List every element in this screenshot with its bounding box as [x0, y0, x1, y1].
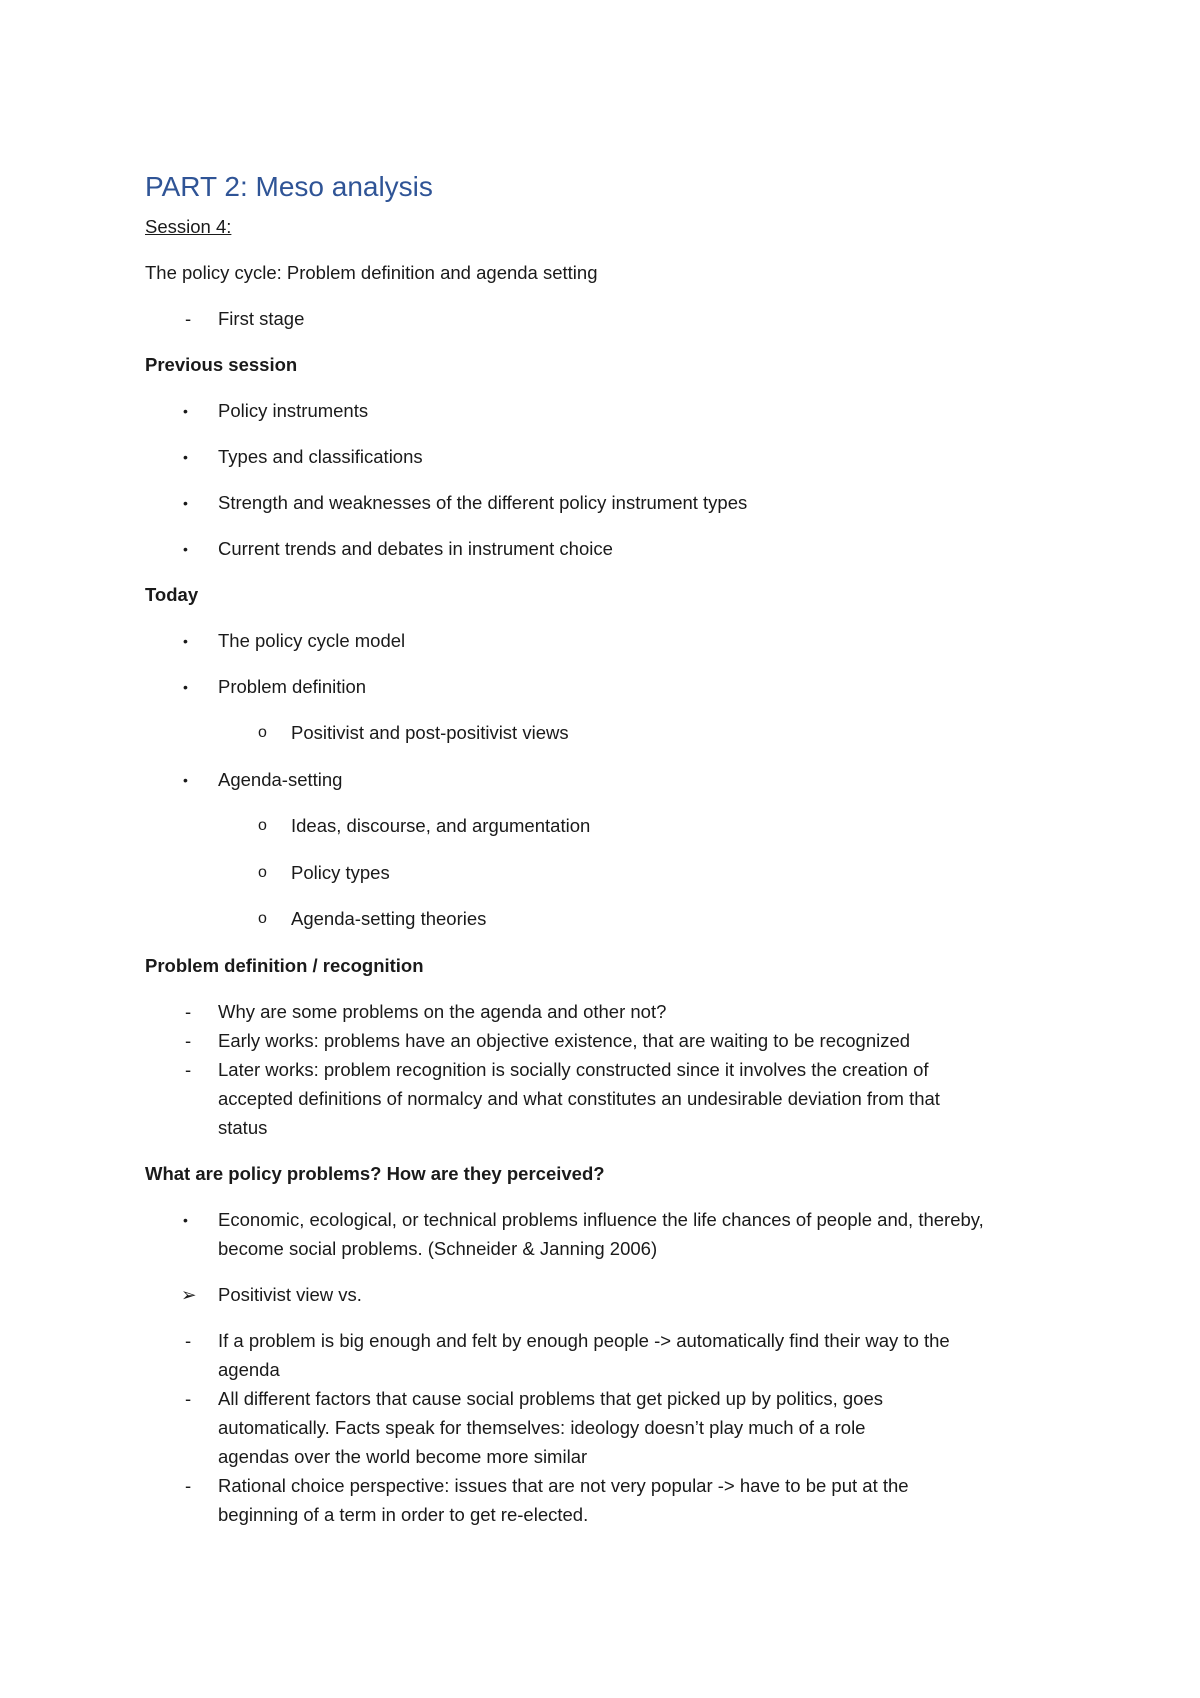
sub-list-item: Ideas, discourse, and argumentation — [291, 815, 591, 836]
today-heading: Today — [145, 584, 199, 605]
list-item: Types and classifications — [218, 446, 423, 467]
circle-marker: o — [258, 910, 267, 927]
list-item: Current trends and debates in instrument choice — [218, 538, 613, 559]
list-item: If a problem is big enough and felt by enough people -> automatically find their way to the — [218, 1330, 950, 1351]
arrow-icon: ➢ — [181, 1284, 197, 1305]
bullet-marker: • — [183, 449, 188, 465]
list-item: All different factors that cause social problems that get picked up by politics, goes — [218, 1388, 883, 1409]
list-item-continuation: become social problems. (Schneider & Janning 2006) — [218, 1238, 658, 1259]
list-item: Policy instruments — [218, 400, 369, 421]
list-item-continuation: status — [218, 1117, 268, 1138]
dash-marker: - — [185, 1001, 192, 1022]
list-item: Rational choice perspective: issues that are not very popular -> have to be put at the — [218, 1475, 909, 1496]
list-item-continuation: automatically. Facts speak for themselves: ideology doesn’t play much of a role — [218, 1417, 866, 1438]
dash-marker: - — [185, 1030, 192, 1051]
list-item: Economic, ecological, or technical problems influence the life chances of people and, thereby, — [218, 1209, 984, 1230]
dash-marker: - — [185, 308, 192, 329]
list-item-continuation: beginning of a term in order to get re-elected. — [218, 1504, 589, 1525]
sub-list-item: Policy types — [291, 862, 390, 883]
bullet-marker: • — [183, 403, 188, 419]
list-item: Strength and weaknesses of the different policy instrument types — [218, 492, 748, 513]
session-label: Session 4: — [145, 216, 232, 237]
list-item: Agenda-setting — [218, 769, 343, 790]
list-item: Problem definition — [218, 676, 367, 697]
list-item: Early works: problems have an objective existence, that are waiting to be recognized — [218, 1030, 911, 1051]
circle-marker: o — [258, 724, 267, 741]
bullet-marker: • — [183, 679, 188, 695]
intro-dash-item: First stage — [218, 308, 305, 329]
list-item-continuation: agendas over the world become more similar — [218, 1446, 588, 1467]
list-item: The policy cycle model — [218, 630, 406, 651]
policy-problems-heading: What are policy problems? How are they perceived? — [145, 1163, 605, 1184]
dash-marker: - — [185, 1388, 192, 1409]
sub-list-item: Agenda-setting theories — [291, 908, 487, 929]
previous-session-heading: Previous session — [145, 354, 298, 375]
dash-marker: - — [185, 1059, 192, 1080]
bullet-marker: • — [183, 633, 188, 649]
dash-marker: - — [185, 1330, 192, 1351]
problem-definition-heading: Problem definition / recognition — [145, 955, 424, 976]
circle-marker: o — [258, 817, 267, 834]
list-item: Later works: problem recognition is socially constructed since it involves the creation of — [218, 1059, 929, 1080]
page-title: PART 2: Meso analysis — [145, 171, 433, 202]
bullet-marker: • — [183, 541, 188, 557]
list-item-continuation: accepted definitions of normalcy and what constitutes an undesirable deviation from that — [218, 1088, 940, 1109]
list-item: Why are some problems on the agenda and other not? — [218, 1001, 667, 1022]
list-item: Positivist view vs. — [218, 1284, 362, 1305]
list-item-continuation: agenda — [218, 1359, 280, 1380]
circle-marker: o — [258, 864, 267, 881]
intro-line: The policy cycle: Problem definition and agenda setting — [145, 262, 598, 283]
bullet-marker: • — [183, 495, 188, 511]
bullet-marker: • — [183, 1212, 188, 1228]
dash-marker: - — [185, 1475, 192, 1496]
sub-list-item: Positivist and post-positivist views — [291, 722, 569, 743]
bullet-marker: • — [183, 772, 188, 788]
